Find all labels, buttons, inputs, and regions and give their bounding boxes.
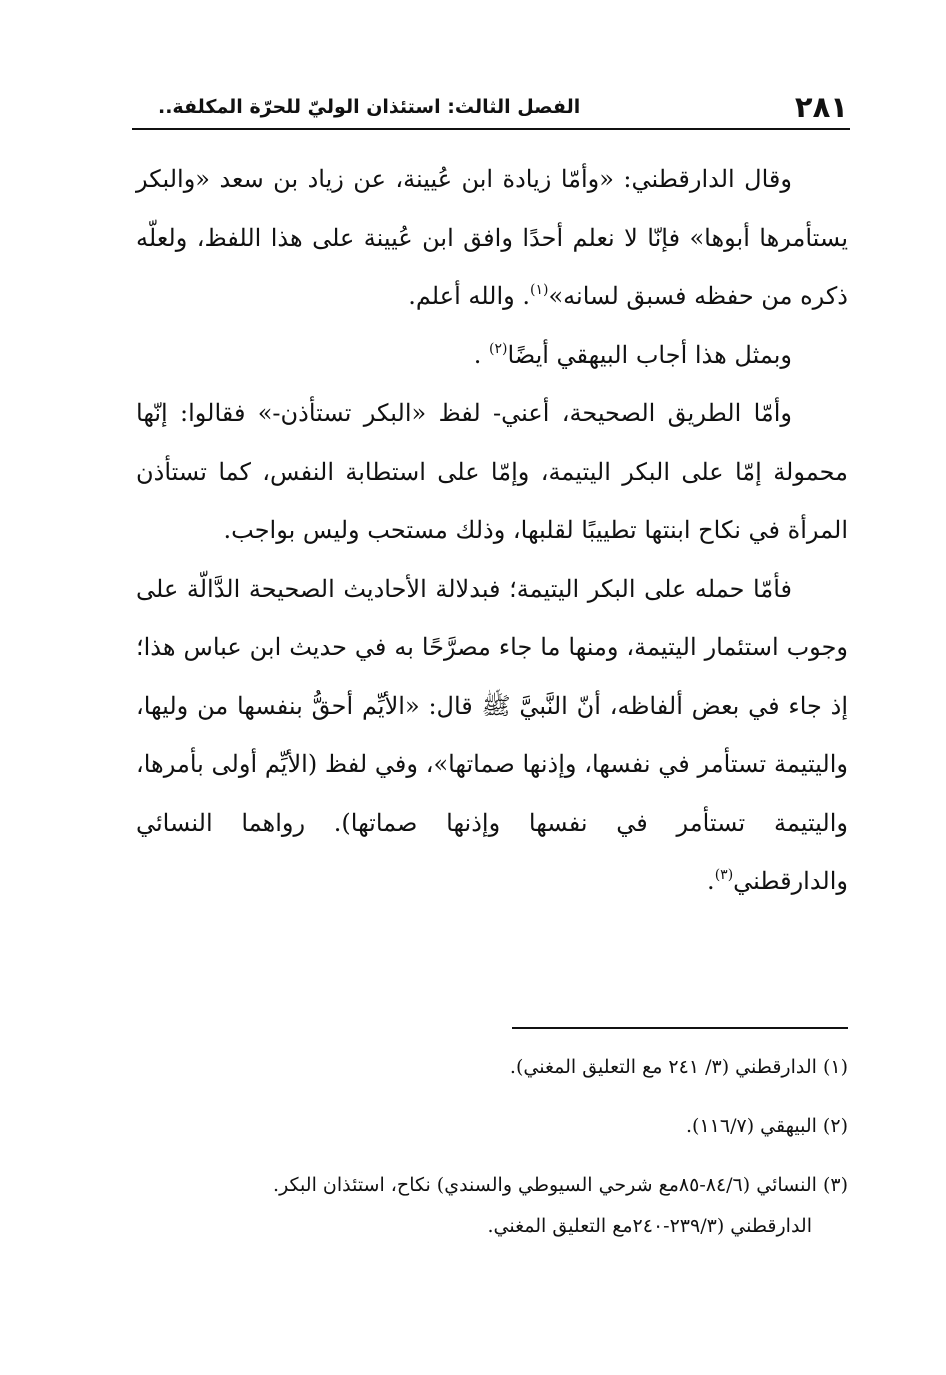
- paragraph-orphan-virgin: [136, 560, 848, 911]
- footnote-ref-1: (١): [530, 282, 549, 298]
- paragraph-tail: . والله أعلم.: [408, 282, 531, 310]
- paragraph-bayhaqi: [136, 326, 848, 385]
- paragraph-tail: .: [473, 340, 489, 369]
- footnote-1: (١) الدارقطني (٣/ ٢٤١ مع التعليق المغني).: [509, 1056, 848, 1078]
- footnote-separator: [512, 1027, 848, 1029]
- footnote-3: [136, 1170, 848, 1242]
- footnote-ref-3: (٣): [714, 867, 734, 883]
- main-text: [136, 150, 848, 911]
- paragraph-daraqutni-quote: [136, 150, 848, 326]
- page-number: ٢٨١: [794, 90, 848, 124]
- paragraph-text: وبمثل هذا أجاب البيهقي أيضًا: [507, 340, 792, 369]
- paragraph-text: وأمّا الطريق الصحيحة، أعني- لفظ «البكر تستأذن-» فقالوا: إنّها محمولة إمّا على البكر اليتيمة، وإمّا على استطابة النفس، كما تستأذن المرأة في نكاح ابنتها تطييبًا لقلبها، وذلك مستحب وليس بواجب.: [136, 399, 848, 544]
- paragraph-text: فأمّا حمله على البكر اليتيمة؛ فبدلالة الأحاديث الصحيحة الدَّالّة على وجوب استئمار اليتيمة، ومنها ما جاء مصرَّحًا به في حديث ابن عباس هذا؛ إذ جاء في بعض ألفاظه، أنّ النَّبيَّ ﷺ قال: «الأيِّم أحقُّ بنفسها من وليها، واليتيمة تستأمر في نفسها، وإذنها صماتها»، وفي لفظ (الأيِّم أولى بأمرها، واليتيمة تستأمر في نفسها وإذنها صماتها). رواهما النسائي والدارقطني: [136, 574, 848, 895]
- page-header: [132, 86, 850, 130]
- paragraph-tail: .: [707, 867, 715, 895]
- paragraph-sahih-path: [136, 384, 848, 560]
- footnotes: [136, 1052, 848, 1242]
- footnote-3-text: (٣) النسائي (٨٤/٦-٨٥مع شرحي السيوطي والسندي) نكاح، استئذان البكر.: [273, 1174, 848, 1196]
- footnote-2: (٢) البيهقي (١١٦/٧).: [686, 1115, 848, 1137]
- footnote-ref-2: (٢): [488, 340, 508, 357]
- running-title: الفصل الثالث: استئذان الوليّ للحرّة المكلفة..: [158, 96, 581, 118]
- footnote-3-continuation: الدارقطني (٢٣٩/٣-٢٤٠مع التعليق المغني.: [487, 1215, 812, 1237]
- paragraph-text: وقال الدارقطني: «وأمّا زيادة ابن عُيينة، عن زياد بن سعد «والبكر يستأمرها أبوها» فإنّا لا نعلم أحدًا وافق ابن عُيينة على هذا اللفظ، ولعلّه ذكره من حفظه فسبق لسانه»: [136, 165, 848, 310]
